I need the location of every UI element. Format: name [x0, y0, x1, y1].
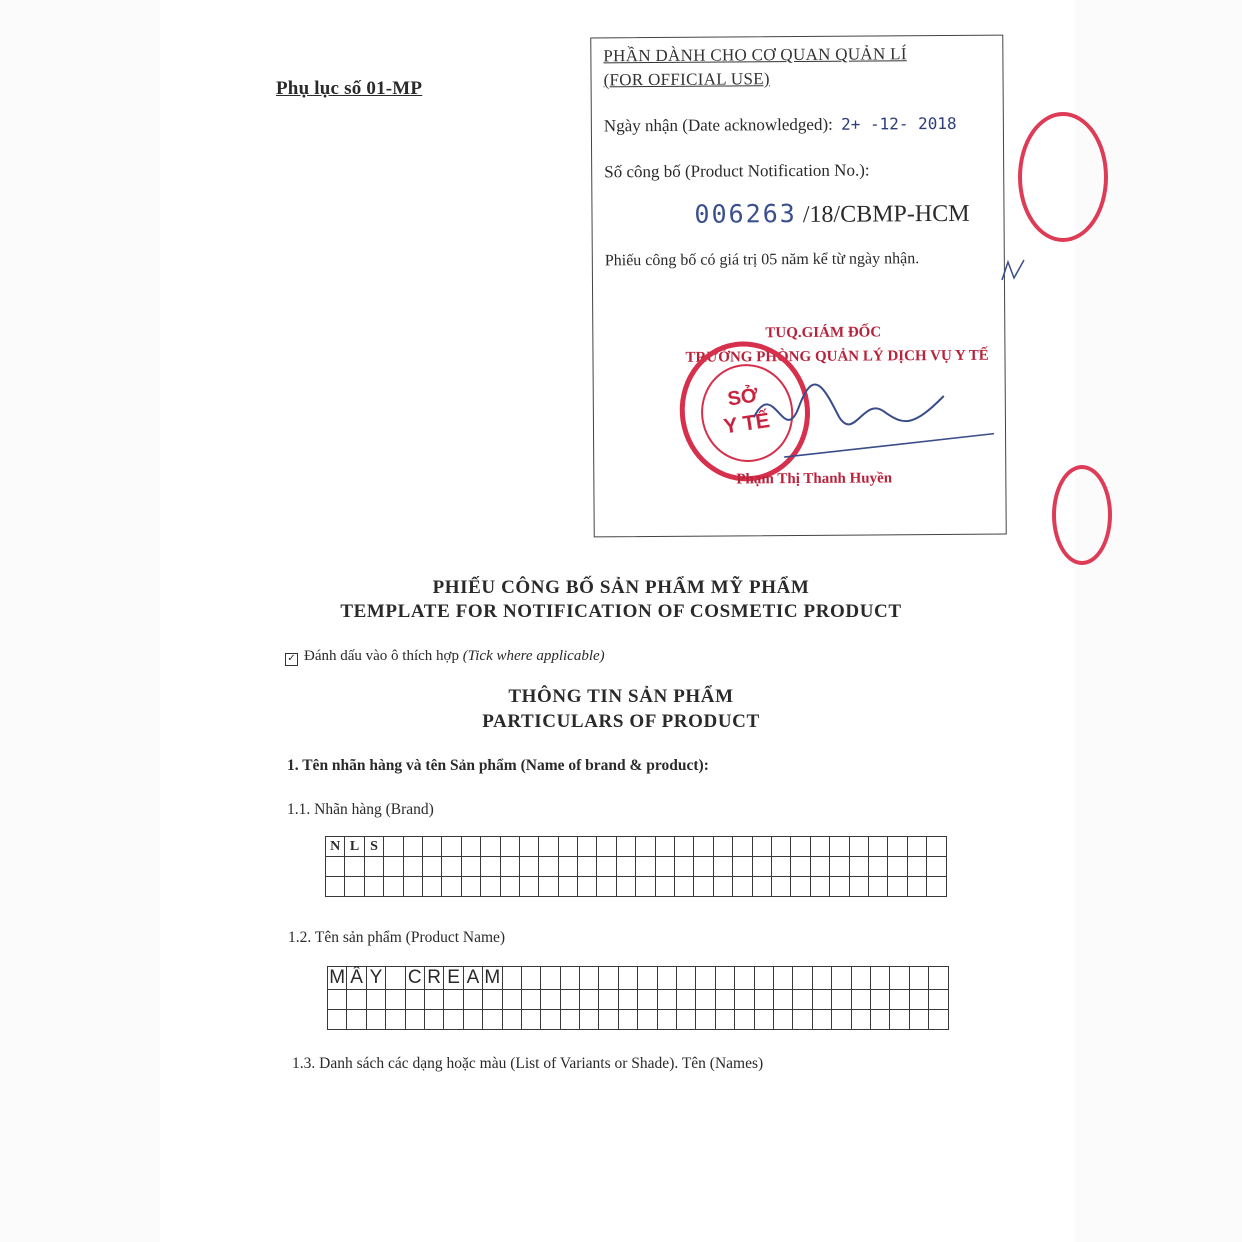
- grid-cell: [791, 857, 810, 877]
- grid-cell: [502, 967, 521, 990]
- section-1-heading: 1. Tên nhãn hàng và tên Sản phẩm (Name of brand & product):: [287, 757, 709, 774]
- grid-cell: [773, 1010, 792, 1030]
- form-title-vi: PHIẾU CÔNG BỐ SẢN PHẨM MỸ PHẨM: [432, 577, 810, 598]
- grid-cell: [461, 877, 480, 897]
- grid-cell: M: [484, 967, 501, 988]
- grid-cell: [364, 857, 383, 877]
- grid-cell: [616, 837, 635, 857]
- grid-cell: [618, 1010, 637, 1030]
- grid-cell: [422, 877, 441, 897]
- grid-cell: [830, 837, 849, 857]
- grid-cell: [713, 877, 732, 897]
- grid-row: [328, 967, 949, 990]
- grid-cell: [599, 967, 618, 990]
- grid-cell: [386, 990, 405, 1010]
- grid-cell: [696, 967, 715, 990]
- grid-cell: [580, 1010, 599, 1030]
- grid-cell: [483, 1010, 502, 1030]
- grid-cell: [424, 990, 443, 1010]
- grid-cell: [424, 1010, 443, 1030]
- grid-cell: [403, 857, 422, 877]
- grid-cell: [927, 877, 946, 897]
- grid-cell: [715, 1010, 734, 1030]
- grid-cell: Â: [347, 967, 366, 990]
- grid-cell: [502, 990, 521, 1010]
- particulars-title-vi: THÔNG TIN SẢN PHẨM: [508, 686, 734, 707]
- grid-cell: [771, 857, 790, 877]
- grid-cell: [870, 990, 889, 1010]
- grid-cell: [927, 857, 946, 877]
- grid-cell: [599, 1010, 618, 1030]
- grid-cell: [461, 837, 480, 857]
- grid-cell: [752, 837, 771, 857]
- stamp-text-2: Y TẾ: [722, 408, 772, 439]
- grid-cell: [851, 967, 870, 990]
- grid-cell: [539, 837, 558, 857]
- brand-grid: [325, 836, 947, 897]
- grid-cell: R: [424, 967, 443, 990]
- grid-cell: [890, 967, 909, 990]
- grid-cell: [810, 837, 829, 857]
- grid-cell: [558, 857, 577, 877]
- grid-cell: [483, 990, 502, 1010]
- notification-number-handwritten: 006263: [694, 199, 797, 229]
- official-heading-vi: PHẦN DÀNH CHO CƠ QUAN QUẢN LÍ: [603, 44, 907, 66]
- grid-cell: [713, 837, 732, 857]
- grid-cell: [929, 967, 948, 990]
- grid-cell: [405, 990, 424, 1010]
- date-label: Ngày nhận (Date acknowledged):: [603, 114, 833, 136]
- grid-cell: [638, 990, 657, 1010]
- grid-cell: [752, 877, 771, 897]
- grid-cell: [539, 877, 558, 897]
- notification-number-suffix: /18/CBMP-HCM: [802, 200, 970, 228]
- grid-cell: [733, 857, 752, 877]
- grid-cell: [328, 990, 347, 1010]
- grid-cell: [870, 967, 889, 990]
- grid-cell: [655, 857, 674, 877]
- grid-cell: [539, 857, 558, 877]
- grid-cell: [519, 857, 538, 877]
- grid-cell: [364, 877, 383, 897]
- grid-cell: [733, 837, 752, 857]
- grid-cell: [754, 1010, 773, 1030]
- grid-cell: [655, 837, 674, 857]
- grid-cell: [636, 877, 655, 897]
- grid-cell: [616, 877, 635, 897]
- grid-cell: [851, 990, 870, 1010]
- side-seal-bottom: [1052, 465, 1112, 565]
- grid-cell: [384, 877, 403, 897]
- grid-cell: [909, 990, 928, 1010]
- grid-cell: [733, 877, 752, 897]
- grid-cell: [657, 990, 676, 1010]
- grid-cell: [638, 1010, 657, 1030]
- grid-cell: [927, 837, 946, 857]
- grid-cell: [366, 990, 385, 1010]
- grid-cell: [560, 967, 579, 990]
- grid-cell: M: [329, 967, 346, 988]
- grid-cell: [793, 990, 812, 1010]
- grid-cell: [580, 990, 599, 1010]
- grid-cell: [832, 990, 851, 1010]
- grid-cell: [442, 877, 461, 897]
- grid-cell: [752, 857, 771, 877]
- grid-cell: [830, 857, 849, 877]
- grid-cell: [500, 837, 519, 857]
- grid-cell: [463, 990, 482, 1010]
- grid-cell: [519, 837, 538, 857]
- grid-cell: [541, 990, 560, 1010]
- grid-cell: [345, 877, 364, 897]
- grid-cell: [812, 967, 831, 990]
- grid-cell: [405, 1010, 424, 1030]
- grid-cell: [735, 967, 754, 990]
- notification-number: [694, 198, 969, 230]
- signer-title-2: TRƯỞNG PHÒNG QUẢN LÝ DỊCH VỤ Y TẾ: [685, 347, 989, 366]
- grid-cell: [791, 877, 810, 897]
- grid-cell: [812, 990, 831, 1010]
- grid-cell: [521, 967, 540, 990]
- appendix-label: Phụ lục số 01-MP: [276, 78, 423, 99]
- grid-cell: [832, 967, 851, 990]
- grid-cell: [442, 857, 461, 877]
- grid-cell: [677, 990, 696, 1010]
- tick-note: Đánh dấu vào ô thích hợp: [304, 648, 459, 664]
- grid-cell: [694, 877, 713, 897]
- grid-cell: [849, 857, 868, 877]
- grid-cell: [578, 857, 597, 877]
- grid-cell: [578, 837, 597, 857]
- grid-cell: [597, 877, 616, 897]
- grid-cell: [422, 837, 441, 857]
- official-use-box: [590, 35, 1006, 538]
- grid-row: [328, 990, 949, 1010]
- grid-cell: [347, 990, 366, 1010]
- grid-cell: [890, 1010, 909, 1030]
- grid-cell: [909, 967, 928, 990]
- grid-cell: [580, 967, 599, 990]
- grid-cell: [521, 1010, 540, 1030]
- official-heading-en: (FOR OFFICIAL USE): [603, 69, 770, 90]
- grid-cell: [461, 857, 480, 877]
- grid-cell: [771, 837, 790, 857]
- grid-cell: [618, 990, 637, 1010]
- grid-cell: [444, 1010, 463, 1030]
- grid-cell: [636, 837, 655, 857]
- grid-cell: [888, 837, 907, 857]
- grid-cell: [675, 857, 694, 877]
- grid-cell: [655, 877, 674, 897]
- product-name-label: 1.2. Tên sản phẩm (Product Name): [288, 929, 506, 946]
- grid-cell: [907, 837, 926, 857]
- grid-cell: [599, 990, 618, 1010]
- grid-cell: [618, 967, 637, 990]
- grid-cell: [657, 1010, 676, 1030]
- grid-cell: [442, 837, 461, 857]
- grid-cell: [500, 877, 519, 897]
- grid-cell: [812, 1010, 831, 1030]
- product-name-grid: [327, 966, 949, 1030]
- grid-cell: [328, 1010, 347, 1030]
- grid-cell: [384, 837, 403, 857]
- grid-cell: [696, 990, 715, 1010]
- grid-cell: [481, 857, 500, 877]
- grid-cell: [481, 837, 500, 857]
- grid-cell: [636, 857, 655, 877]
- grid-cell: Y: [366, 967, 385, 990]
- grid-cell: [713, 857, 732, 877]
- grid-cell: [868, 857, 887, 877]
- tick-note-en: (Tick where applicable): [462, 648, 605, 664]
- grid-cell: [868, 837, 887, 857]
- grid-cell: [638, 967, 657, 990]
- grid-cell: [849, 877, 868, 897]
- variants-label: 1.3. Danh sách các dạng hoặc màu (List of Variants or Shade). Tên (Names): [292, 1055, 764, 1072]
- particulars-title-en: PARTICULARS OF PRODUCT: [482, 711, 760, 732]
- handwritten-mark: [998, 256, 1028, 286]
- grid-cell: [773, 990, 792, 1010]
- grid-cell: [519, 877, 538, 897]
- grid-cell: [347, 1010, 366, 1030]
- grid-cell: [558, 877, 577, 897]
- grid-cell: [929, 990, 948, 1010]
- grid-cell: [675, 877, 694, 897]
- grid-cell: [384, 857, 403, 877]
- brand-label: 1.1. Nhãn hàng (Brand): [287, 801, 434, 818]
- grid-cell: [326, 877, 345, 897]
- grid-cell: [597, 857, 616, 877]
- checkbox-icon: ✓: [285, 653, 298, 666]
- grid-cell: [907, 877, 926, 897]
- grid-cell: [366, 1010, 385, 1030]
- grid-cell: [422, 857, 441, 877]
- grid-cell: [773, 967, 792, 990]
- signer-name: Phạm Thị Thanh Huyền: [736, 470, 893, 488]
- grid-cell: [677, 967, 696, 990]
- grid-cell: [560, 990, 579, 1010]
- grid-row: [328, 1010, 949, 1030]
- grid-cell: [345, 857, 364, 877]
- grid-row: [326, 857, 947, 877]
- grid-cell: C: [405, 967, 424, 990]
- grid-cell: [771, 877, 790, 897]
- grid-cell: [793, 1010, 812, 1030]
- grid-cell: [793, 967, 812, 990]
- grid-cell: [890, 990, 909, 1010]
- grid-cell: [791, 837, 810, 857]
- grid-cell: [868, 877, 887, 897]
- notification-label: Số công bố (Product Notification No.):: [604, 160, 870, 182]
- grid-cell: [616, 857, 635, 877]
- grid-cell: [558, 837, 577, 857]
- grid-cell: [500, 857, 519, 877]
- date-acknowledged: [604, 114, 957, 136]
- grid-cell: [735, 1010, 754, 1030]
- grid-cell: [870, 1010, 889, 1030]
- grid-cell: [502, 1010, 521, 1030]
- grid-cell: [929, 1010, 948, 1030]
- grid-cell: [541, 967, 560, 990]
- grid-cell: N: [326, 837, 345, 857]
- grid-cell: E: [444, 967, 463, 990]
- grid-row: [326, 877, 947, 897]
- grid-cell: [521, 990, 540, 1010]
- grid-cell: L: [345, 837, 364, 857]
- grid-row: [326, 837, 947, 857]
- grid-cell: [754, 990, 773, 1010]
- grid-cell: [386, 1010, 405, 1030]
- tick-instruction: [285, 648, 605, 666]
- grid-cell: [832, 1010, 851, 1030]
- grid-cell: [694, 837, 713, 857]
- grid-cell: [403, 877, 422, 897]
- grid-cell: [675, 837, 694, 857]
- grid-cell: [810, 857, 829, 877]
- grid-cell: [541, 1010, 560, 1030]
- grid-cell: [715, 967, 734, 990]
- grid-cell: [578, 877, 597, 897]
- signer-title-1: TUQ.GIÁM ĐỐC: [765, 324, 882, 342]
- grid-cell: [715, 990, 734, 1010]
- grid-cell: S: [364, 837, 383, 857]
- signature: [743, 356, 1004, 468]
- grid-cell: [597, 837, 616, 857]
- grid-cell: [754, 967, 773, 990]
- grid-cell: [907, 857, 926, 877]
- grid-cell: [830, 877, 849, 897]
- grid-cell: A: [463, 967, 482, 990]
- date-value: 2+ -12- 2018: [840, 113, 957, 134]
- side-seal-top: [1018, 112, 1108, 242]
- grid-cell: [735, 990, 754, 1010]
- grid-cell: [810, 877, 829, 897]
- grid-cell: [386, 967, 405, 990]
- grid-cell: [851, 1010, 870, 1030]
- form-title-en: TEMPLATE FOR NOTIFICATION OF COSMETIC PRODUCT: [340, 601, 902, 622]
- grid-cell: [481, 877, 500, 897]
- grid-cell: [849, 837, 868, 857]
- grid-cell: [444, 990, 463, 1010]
- grid-cell: [463, 1010, 482, 1030]
- stamp-text-1: SỞ: [726, 384, 760, 411]
- grid-cell: [326, 857, 345, 877]
- grid-cell: [888, 877, 907, 897]
- grid-cell: [909, 1010, 928, 1030]
- grid-cell: [403, 837, 422, 857]
- grid-cell: [560, 1010, 579, 1030]
- grid-cell: [677, 1010, 696, 1030]
- grid-cell: [694, 857, 713, 877]
- grid-cell: [888, 857, 907, 877]
- grid-cell: [696, 1010, 715, 1030]
- grid-cell: [657, 967, 676, 990]
- validity-note: Phiếu công bố có giá trị 05 năm kể từ ngày nhận.: [604, 250, 920, 270]
